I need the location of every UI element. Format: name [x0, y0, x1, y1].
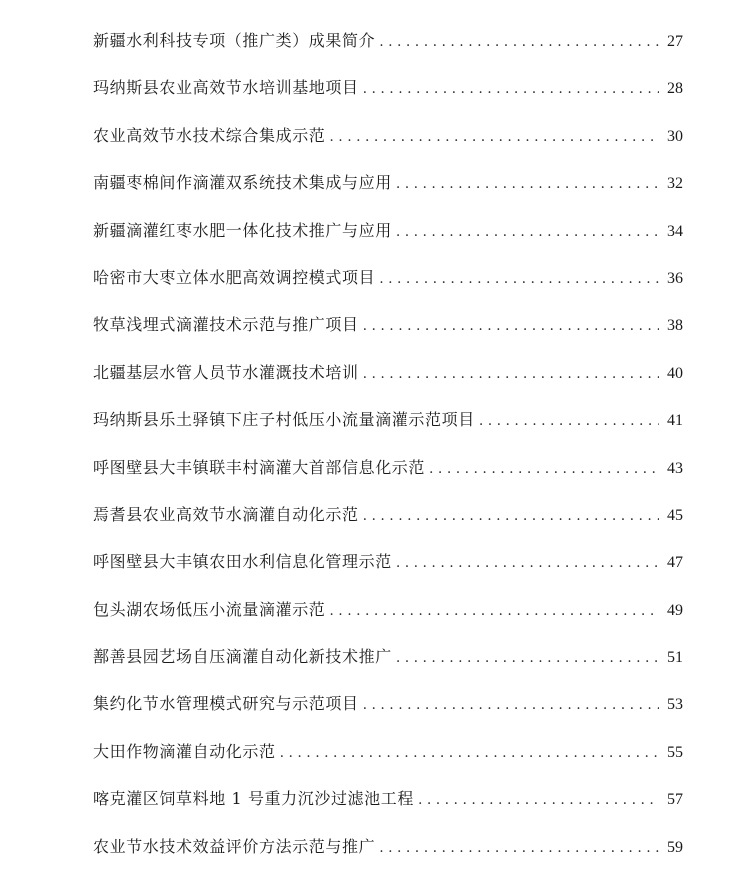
toc-entry-page: 38	[667, 317, 683, 335]
toc-dot-leader	[396, 209, 659, 256]
toc-entry	[93, 301, 683, 348]
toc-entry-page: 28	[667, 80, 683, 98]
toc-entry	[93, 349, 683, 396]
toc-entry-title: 玛纳斯县农业高效节水培训基地项目	[93, 78, 359, 98]
toc-entry	[93, 207, 683, 254]
toc-dot-leader	[379, 825, 659, 872]
table-of-contents	[93, 17, 683, 870]
toc-entry-page: 57	[667, 791, 683, 809]
toc-dot-leader	[363, 493, 659, 540]
toc-dot-leader	[363, 682, 659, 729]
toc-entry	[93, 17, 683, 64]
toc-entry	[93, 586, 683, 633]
toc-dot-leader	[363, 351, 659, 398]
toc-dot-leader	[379, 19, 659, 66]
toc-entry	[93, 491, 683, 538]
toc-dot-leader	[363, 303, 659, 350]
toc-entry	[93, 538, 683, 585]
toc-dot-leader	[396, 635, 659, 682]
toc-entry-title: 包头湖农场低压小流量滴灌示范	[93, 599, 326, 619]
toc-dot-leader	[396, 540, 659, 587]
toc-entry-title: 农业高效节水技术综合集成示范	[93, 125, 326, 145]
toc-entry-page: 43	[667, 459, 683, 477]
toc-entry-title: 新疆滴灌红枣水肥一体化技术推广与应用	[93, 220, 392, 240]
toc-entry-page: 41	[667, 412, 683, 430]
toc-entry-page: 30	[667, 127, 683, 145]
toc-entry-page: 59	[667, 838, 683, 856]
toc-entry-title: 玛纳斯县乐土驿镇下庄子村低压小流量滴灌示范项目	[93, 410, 475, 430]
toc-entry	[93, 159, 683, 206]
toc-entry	[93, 396, 683, 443]
toc-entry-title: 呼图壁县大丰镇农田水利信息化管理示范	[93, 552, 392, 572]
toc-entry	[93, 64, 683, 111]
toc-entry-page: 45	[667, 506, 683, 524]
toc-entry-title: 牧草浅埋式滴灌技术示范与推广项目	[93, 315, 359, 335]
toc-entry-page: 27	[667, 33, 683, 50]
toc-entry-page: 47	[667, 554, 683, 572]
toc-entry	[93, 444, 683, 491]
toc-entry-page: 51	[667, 649, 683, 667]
toc-entry-page: 34	[667, 222, 683, 240]
toc-entry-title: 喀克灌区饲草料地 1 号重力沉沙过滤池工程	[93, 789, 414, 809]
toc-entry-page: 40	[667, 364, 683, 382]
toc-dot-leader	[329, 114, 659, 161]
toc-entry-title: 集约化节水管理模式研究与示范项目	[93, 694, 359, 714]
toc-dot-leader	[429, 446, 659, 493]
toc-entry-title: 北疆基层水管人员节水灌溉技术培训	[93, 362, 359, 382]
toc-entry-title: 新疆水利科技专项（推广类）成果简介	[93, 31, 376, 50]
toc-entry-title: 农业节水技术效益评价方法示范与推广	[93, 836, 376, 856]
toc-entry-title: 焉耆县农业高效节水滴灌自动化示范	[93, 504, 359, 524]
toc-dot-leader	[329, 588, 659, 635]
toc-entry	[93, 112, 683, 159]
toc-entry-page: 32	[667, 175, 683, 193]
toc-entry	[93, 728, 683, 775]
toc-dot-leader	[363, 66, 659, 113]
toc-entry	[93, 633, 683, 680]
toc-dot-leader	[379, 256, 659, 303]
toc-entry	[93, 823, 683, 870]
toc-entry-page: 36	[667, 269, 683, 287]
toc-entry-title: 南疆枣棉间作滴灌双系统技术集成与应用	[93, 173, 392, 193]
toc-entry-title: 呼图壁县大丰镇联丰村滴灌大首部信息化示范	[93, 457, 426, 477]
toc-entry	[93, 775, 683, 822]
toc-dot-leader	[418, 777, 659, 824]
toc-dot-leader	[479, 398, 659, 445]
toc-entry	[93, 254, 683, 301]
toc-entry-page: 53	[667, 696, 683, 714]
toc-entry-page: 55	[667, 743, 683, 761]
toc-entry-title: 鄯善县园艺场自压滴灌自动化新技术推广	[93, 647, 392, 667]
toc-entry-title: 哈密市大枣立体水肥高效调控模式项目	[93, 267, 376, 287]
toc-dot-leader	[280, 730, 659, 777]
toc-dot-leader	[396, 161, 659, 208]
toc-entry-page: 49	[667, 601, 683, 619]
toc-entry-title: 大田作物滴灌自动化示范	[93, 741, 276, 761]
toc-entry	[93, 680, 683, 727]
